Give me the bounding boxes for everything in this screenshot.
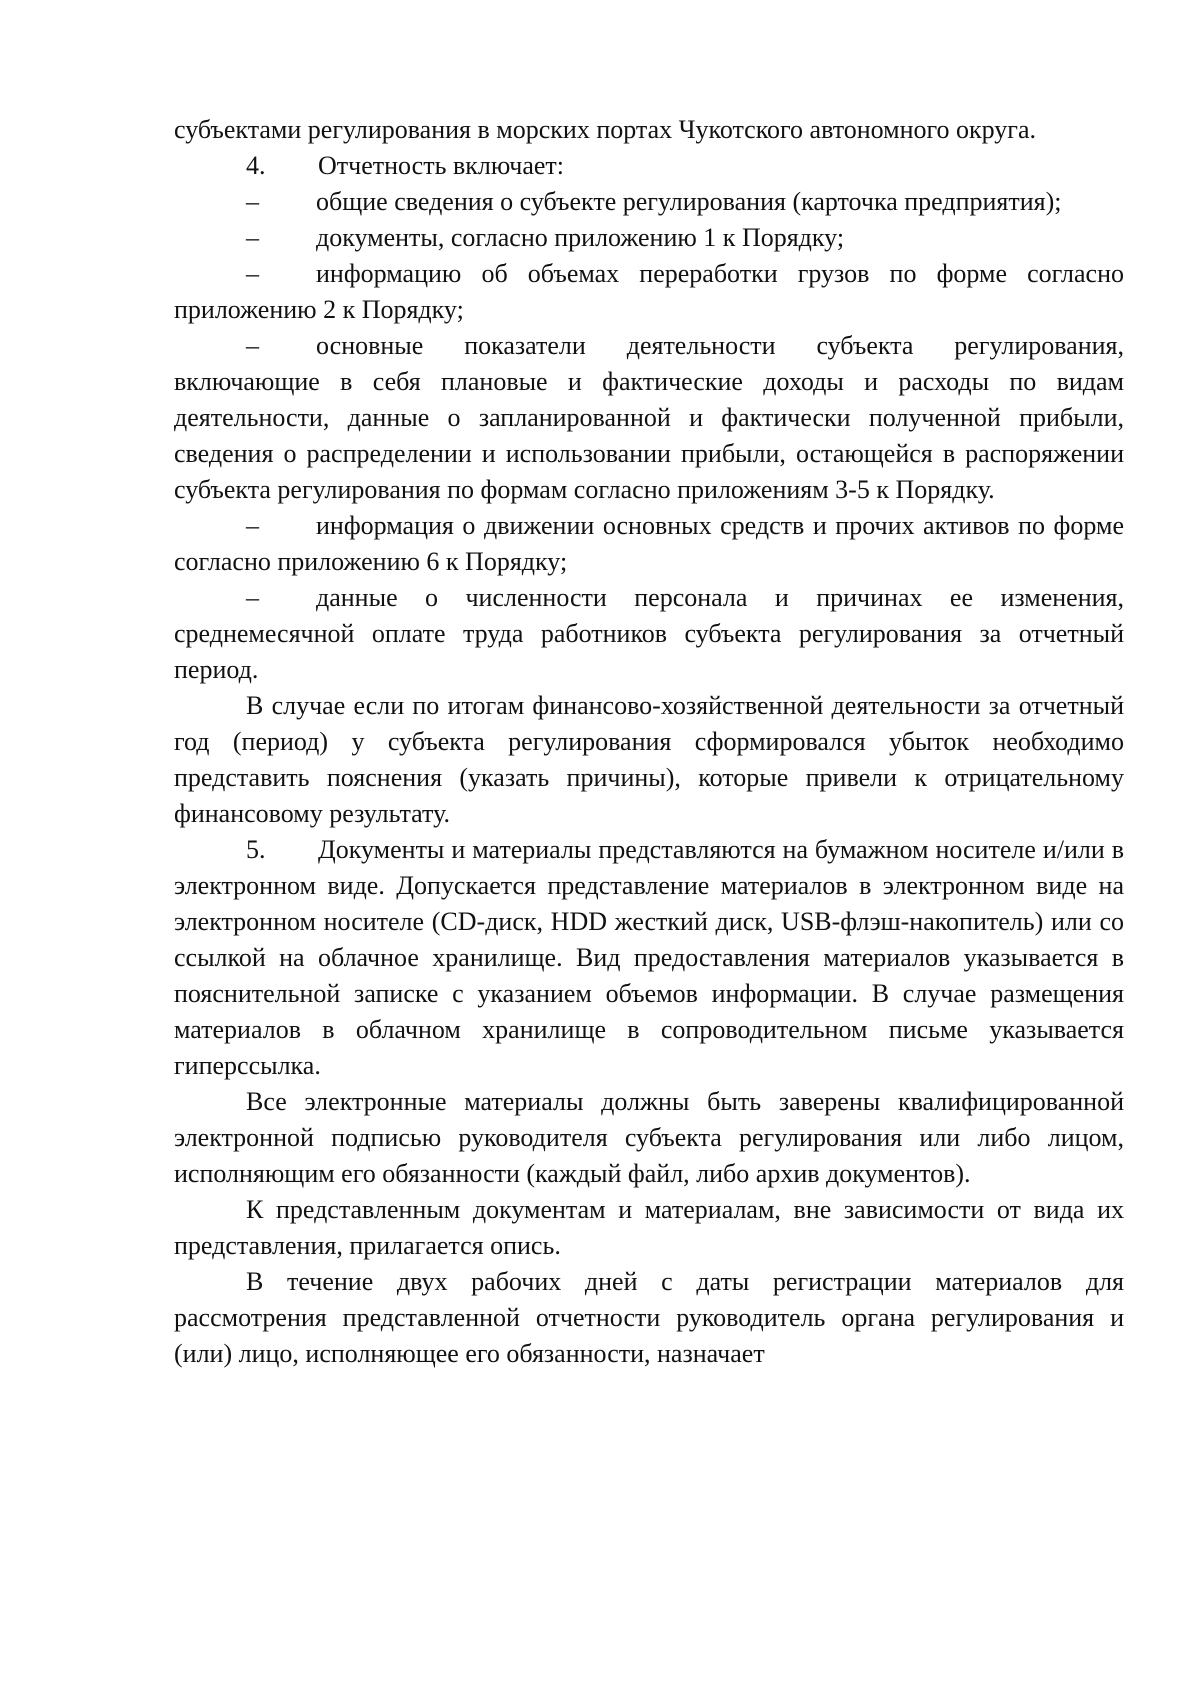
list-item [174, 580, 1124, 688]
dash-marker: – [246, 259, 259, 288]
paragraph-text: В случае если по итогам финансово-хозяйственной деятельности за отчетный год (период) у субъекта регулирования сформировался убыток необходимо представить пояснения (указать причины), которые привели к отрицательному финансовому результату. [174, 691, 1124, 828]
dash-marker: – [246, 511, 259, 540]
paragraph [174, 1192, 1124, 1264]
paragraph-text: В течение двух рабочих дней с даты регистрации материалов для рассмотрения представленной отчетности руководитель органа регулирования и (или) лицо, исполняющее его обязанности, назначает [174, 1267, 1124, 1368]
list-item [174, 508, 1124, 580]
paragraph-text: данные о численности персонала и причинах ее изменения, среднемесячной оплате труда работников субъекта регулирования за отчетный период. [174, 583, 1124, 684]
paragraph-text: информация о движении основных средств и прочих активов по форме согласно приложению 6 к Порядку; [174, 511, 1124, 576]
paragraph-item-4 [174, 148, 1124, 184]
item-number: 4. [246, 151, 266, 180]
dash-marker: – [246, 187, 259, 216]
list-item [174, 184, 1124, 220]
paragraph-text: субъектами регулирования в морских портах Чукотского автономного округа. [174, 115, 1037, 144]
document-page [174, 112, 1124, 1372]
paragraph-text: Документы и материалы представляются на бумажном носителе и/или в электронном виде. Допускается представление материалов в электронном виде на электронном носителе (CD-диск, HDD жесткий диск, USB-флэш-накопитель) или со ссылкой на облачное хранилище. Вид предоставления материалов указывается в пояснительной записке с указанием объемов информации. В случае размещения материалов в облачном хранилище в сопроводительном письме указывается гиперссылка. [174, 835, 1124, 1080]
paragraph-text: основные показатели деятельности субъекта регулирования, включающие в себя плановые и фактические доходы и расходы по видам деятельности, данные о запланированной и фактически полученной прибыли, сведения о распределении и использовании прибыли, остающейся в распоряжении субъекта регулирования по формам согласно приложениям 3-5 к Порядку. [174, 331, 1124, 504]
paragraph [174, 1264, 1124, 1372]
paragraph [174, 1084, 1124, 1192]
list-item [174, 328, 1124, 508]
dash-marker: – [246, 331, 259, 360]
paragraph-text: информацию об объемах переработки грузов по форме согласно приложению 2 к Порядку; [174, 259, 1124, 324]
list-item [174, 220, 1124, 256]
paragraph-text: К представленным документам и материалам, вне зависимости от вида их представления, прилагается опись. [174, 1195, 1124, 1260]
paragraph-continuation [174, 112, 1124, 148]
paragraph-text: общие сведения о субъекте регулирования (карточка предприятия); [316, 187, 1062, 216]
paragraph [174, 688, 1124, 832]
paragraph-text: документы, согласно приложению 1 к Порядку; [316, 223, 845, 252]
paragraph-item-5 [174, 832, 1124, 1084]
paragraph-text: Все электронные материалы должны быть заверены квалифицированной электронной подписью руководителя субъекта регулирования или либо лицом, исполняющим его обязанности (каждый файл, либо архив документов). [174, 1087, 1124, 1188]
dash-marker: – [246, 583, 259, 612]
paragraph-text: Отчетность включает: [318, 151, 564, 180]
item-number: 5. [246, 835, 266, 864]
dash-marker: – [246, 223, 259, 252]
list-item [174, 256, 1124, 328]
